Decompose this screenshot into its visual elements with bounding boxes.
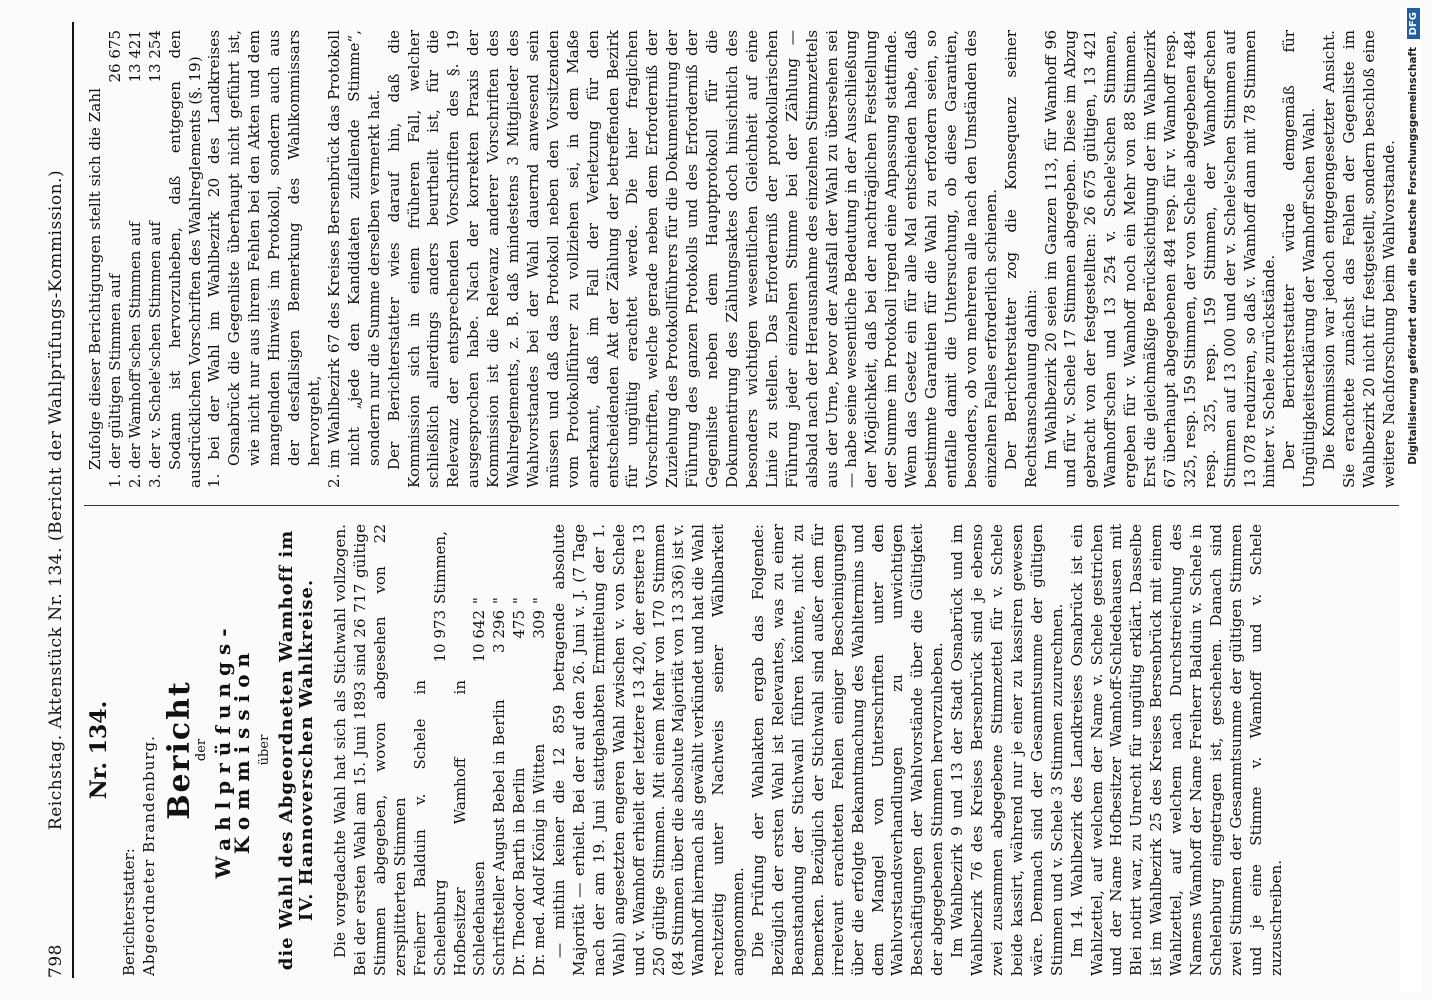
tally-count: 26 675	[105, 30, 124, 83]
credit-label: Digitalisierung gefördert durch die Deutsche Forschungsgemeinschaft	[1407, 47, 1419, 465]
vote-row	[530, 524, 550, 976]
paragraph: — mithin keiner die 12 859 betragende absolute Majorität — erhielt. Bei der auf den 26. Juni v. J. (7 Tage nach der am 19. Juni stattgehabten Ermittelung der 1. Wahl) angesetzten engeren Wahl zwischen v. von Schele und v. Wamhoff erhielt der letztere 13 420, der erstere 13 250 gültige Stimmen. Mit einem Mehr von 170 Stimmen (84 Stimmen über die absolute Majorität von 13 336) ist v. Wamhoff hiernach als gewählt verkündet und hat die Wahl rechtzeitig unter Nachweis seiner Wählbarkeit angenommen.	[550, 524, 748, 976]
vote-row	[510, 524, 530, 976]
vote-row	[490, 524, 510, 976]
page-number: 798	[46, 944, 66, 978]
left-column	[86, 524, 1401, 976]
tally-count: 13 254	[145, 30, 164, 83]
corrected-tally	[106, 30, 166, 488]
credit-text	[1402, 8, 1424, 988]
vote-unit: "	[530, 597, 549, 604]
commission-title: Wahlprüfungs-Kommission	[210, 621, 255, 879]
tally-label: 1. der gültigen Stimmen auf	[105, 273, 124, 488]
report-title: Bericht	[161, 680, 197, 820]
paragraph: Im 14. Wahlbezirk des Landkreises Osnabrück ist ein Wahlzettel, auf welchem der Name v. Schele gestrichen und der Name Hofbesitzer Wamhoff-Schledehausen mit Blei notirt war, zu Unrecht für ungültig erklärt. Dasselbe ist im Wahlbezirk 25 des Kreises Bersenbrück mit einem Wahlzettel, auf welchem nach Durchstreichung des Namens Wamhoff der Name Freiherr Balduin v. Schele in Schelenburg eingetragen ist, geschehen. Danach sind zwei Stimmen der Gesammtsumme der gültigen Stimmen und je eine Stimme v. Wamhoff und v. Schele zuzuschreiben.	[1067, 524, 1285, 976]
tally-label: 2. der Wamhoff'schen Stimmen auf	[125, 221, 144, 488]
running-header	[42, 22, 74, 978]
paragraph: Der Berichterstatter würde demgemäß für Ungültigkeitserklärung der Wamhoff'schen Wahl.	[1280, 30, 1319, 488]
running-title: Reichstag. Aktenstück Nr. 134. (Bericht der Wahlprüfungs-Kommission.)	[46, 169, 66, 831]
list-item: 2. im Wahlbezirk 67 des Kreises Bersenbrück das Protokoll nicht „jede den Kandidaten zufallende Stimme“, sondern nur die Summe derselben vermerkt hat.	[324, 30, 383, 488]
report-subject: die Wahl des Abgeordneten Wamhoff im IV. Hannoverschen Wahlkreise.	[276, 529, 318, 971]
paragraph: Die Kommission war jedoch entgegengesetzter Ansicht. Sie erachtete zunächst das Fehlen der Gegenliste im Wahlbezirk 20 nicht für festgestellt, sondern beschloß eine weitere Nachforschung beim Wahlvorstande.	[1320, 30, 1398, 488]
paragraph: Die Prüfung der Wahlakten ergab das Folgende: Bezüglich der ersten Wahl ist Relevantes, was zu einer Beanstandung der Stichwahl führen könnte, nicht zu bemerken. Bezüglich der Stichwahl sind außer dem für irrelevant erachteten Fehlen einiger Bescheinigungen über die erfolgte Bekanntmachung des Wahltermins und dem Mangel von Unterschriften unter den Wahlvorstandsverhandlungen zu unwichtigen Beschäftigungen der Wahlvorstände über die Gültigkeit der abgegebenen Stimmen hervorzuheben.	[749, 524, 947, 976]
paragraph: Die vorgedachte Wahl hat sich als Stichwahl vollzogen. Bei der ersten Wahl am 15. Juni 1893 sind 26 717 gültige Stimmen abgegeben, wovon abgesehen von 22 zersplitterten Stimmen	[331, 524, 409, 976]
dfg-logo: DFG	[1407, 8, 1420, 39]
paragraph: Sodann ist hervorzuheben, daß entgegen den ausdrücklichen Vorschriften des Wahlreglements (§. 19)	[165, 30, 204, 488]
rapporteur-name: Abgeordneter Brandenburg.	[139, 735, 158, 976]
vote-row	[451, 524, 491, 976]
list-item: 1. bei der Wahl im Wahlbezirk 20 des Landkreises Osnabrück die Gegenliste überhaupt nicht geführt ist, wie nicht nur aus ihrem Fehlen bei den Akten und dem mangelnden Hinweis im Protokoll, sondern auch aus der desfallsigen Bemerkung des Wahlkommissars hervorgeht,	[205, 30, 323, 488]
vote-unit: "	[510, 597, 529, 604]
candidate: Dr. Theodor Barth in Berlin	[510, 767, 529, 976]
candidate: Freiherr Balduin v. Schele in Schelenburg	[410, 680, 449, 976]
first-ballot-results	[411, 524, 550, 976]
candidate: Hofbesitzer Wamhoff in Schledehausen	[450, 680, 489, 976]
tally-row	[126, 30, 146, 488]
vote-count: 475	[510, 610, 529, 639]
digitization-credit	[1400, 8, 1422, 992]
tally-label: 3. der v. Schele'schen Stimmen auf	[145, 221, 164, 488]
vote-count: 10 973	[430, 610, 449, 663]
candidate: Dr. med. Adolf König in Witten	[530, 743, 549, 976]
vote-unit: Stimmen,	[430, 531, 449, 604]
document-number: Nr. 134.	[86, 700, 112, 800]
vote-unit: "	[490, 597, 509, 604]
paragraph: Der Berichterstatter zog die Konsequenz seiner Rechtsanschauung dahin:	[1001, 30, 1040, 488]
tally-row	[106, 30, 126, 488]
rapporteur-label: Berichterstatter:	[119, 848, 138, 976]
paragraph: Im Wahlbezirk 20 seien im Ganzen 113, für Wamhoff 96 und für v. Schele 17 Stimmen abgegeben. Diese im Abzug gebracht von der festgestellten: 26 675 gültigen, 13 421 Wamhoff'schen und 13 254 v. Schele'schen Stimmen, ergeben für v. Wamhoff noch ein Mehr von 88 Stimmen. Erst die gleichmäßige Berücksichtigung der im Wahlbezirk 67 überhaupt abgegebenen 484 resp. für v. Wamhoff resp. 325, resp. 159 Stimmen, der von Schele abgegebenen 484 resp. 325, resp. 159 Stimmen, der Wamhoff'schen Stimmen auf 13 000 und der v. Schele'schen Stimmen auf 13 078 reduziren, so daß v. Wamhoff dann mit 78 Stimmen hinter v. Schele zurückstände.	[1041, 30, 1279, 488]
right-column	[86, 30, 1401, 488]
vote-count: 309	[530, 610, 549, 639]
candidate: Schriftsteller August Bebel in Berlin	[490, 699, 509, 976]
paragraph: Im Wahlbezirk 9 und 13 der Stadt Osnabrück und im Wahlbezirk 76 des Kreises Bersenbrück sind je ebenso zwei zusammen abgegebene Stimmzettel für v. Schele beide kassirt, während nur je einer zu kassiren gewesen wäre. Demnach sind der Gesammtsumme der gültigen Stimmen und v. Schele 3 Stimmen zuzurechnen.	[948, 524, 1066, 976]
document-page	[34, 10, 1414, 990]
paragraph: Der Berichterstatter wies darauf hin, daß die Kommission sich in einem früheren Fall, welcher schließlich allerdings anders beurtheilt ist, für die Relevanz der entsprechenden Vorschriften des §. 19 ausgesprochen habe. Nach der korrekten Praxis der Kommission ist die Relevanz anderer Vorschriften des Wahlreglements, z. B. daß mindestens 3 Mitglieder des Wahlvorstandes bei der Wahl dauernd anwesend sein müssen und daß das Protokoll neben den Vorsitzenden vom Protokollführer zu vollziehen sei, in dem Maße anerkannt, daß im Fall der Verletzung für den entscheidenden Akt der Zählung der betreffenden Bezirk für ungültig erachtet werde. Die hier fraglichen Vorschriften, welche gerade neben dem Erforderniß der Zuziehung des Protokollführers für die Dokumentirung der Führung des ganzen Protokolls und des Erforderniß der Gegenliste neben dem Hauptprotokoll für die Dokumentirung des Zählungsaktes doch hinsichtlich des besonders wichtigen wesentlichen Gleichheit auf eine Linie zu stellen. Das Erforderniß der protokollarischen Führung jeder einzelnen Stimme bei der Zählung — alsbald nach der Herausnahme des einzelnen Stimmzettels aus der Urne, bevor der Ausfall der Wahl zu übersehen sei — habe seine wesentliche Bedeutung in der Ausschließung der Möglichkeit, daß bei der nachträglichen Feststellung der Summe im Protokoll irgend eine Anpassung stattfinde. Wenn das Gesetz ein für alle Mal entschieden habe, daß bestimmte Garantien für die Wahl zu erfordern seien, so entfalle damit die Untersuchung, ob diese Garantien, besonders, ob von mehreren alle nach den Umständen des einzelnen Falles erforderlich schienen.	[384, 30, 1000, 488]
title-ueber: über	[257, 734, 273, 766]
vote-count: 3 296	[490, 610, 509, 653]
title-der: der	[193, 738, 209, 762]
vote-unit: "	[470, 597, 489, 604]
vote-row	[411, 524, 451, 976]
tally-row	[146, 30, 166, 488]
column-rule	[84, 505, 1399, 506]
vote-count: 10 642	[470, 610, 489, 663]
paragraph: Zufolge dieser Berichtigungen stellt sich die Zahl	[86, 88, 104, 470]
tally-count: 13 421	[125, 30, 144, 83]
